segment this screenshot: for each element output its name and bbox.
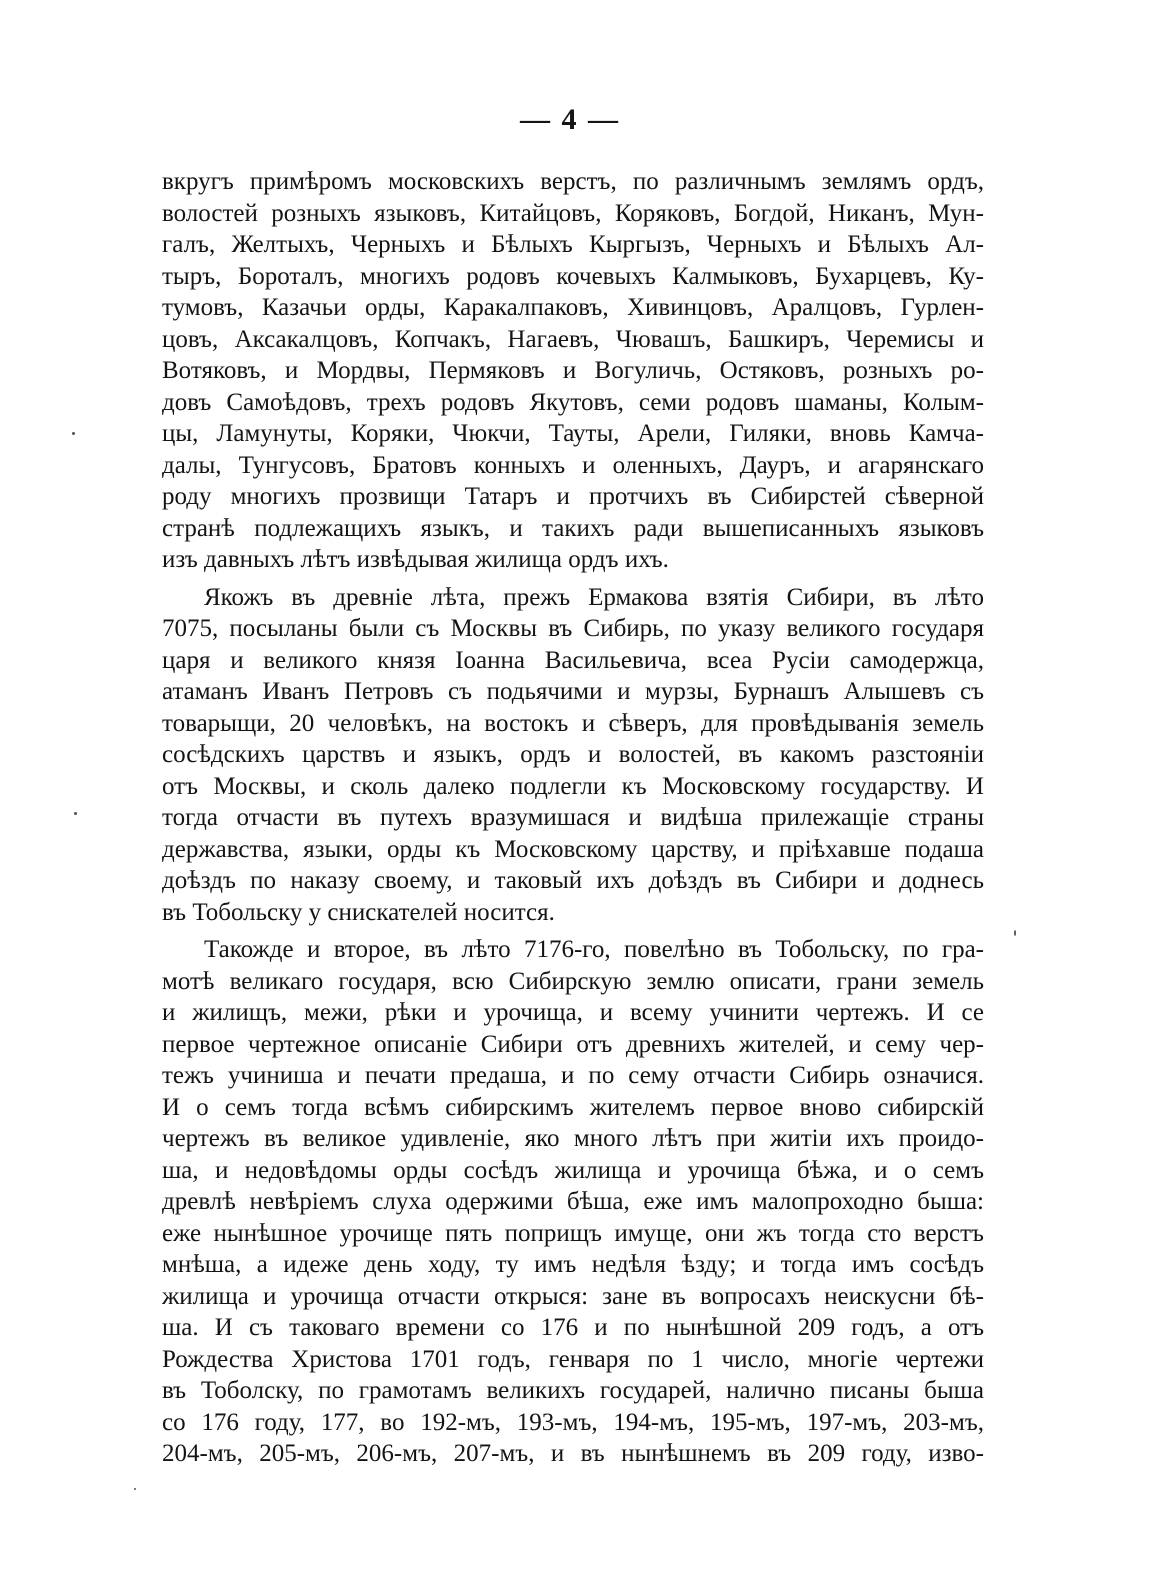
text-line: изъ давныхъ лѣтъ извѣдывая жилища ордъ ихъ. bbox=[162, 546, 669, 573]
scan-speck bbox=[72, 432, 75, 435]
text-line: тыръ, Бороталъ, многихъ родовъ кочевыхъ Калмыковъ, Бухарцевъ, Ку- bbox=[162, 262, 984, 290]
scan-speck bbox=[134, 1488, 136, 1490]
text-line: волостей розныхъ языковъ, Китайцовъ, Коряковъ, Богдой, Никанъ, Мун- bbox=[162, 199, 984, 227]
text-line: чертежъ въ великое удивленіе, яко много лѣтъ при житіи ихъ проидо- bbox=[162, 1125, 984, 1152]
text-line: атаманъ Иванъ Петровъ съ подьячими и мурзы, Бурнашъ Алышевъ съ bbox=[162, 678, 984, 705]
text-line: и жилищъ, межи, рѣки и урочища, и всему учинити чертежъ. И се bbox=[162, 999, 984, 1026]
text-line: державства, языки, орды къ Московскому царству, и пріѣхавше подаша bbox=[162, 835, 984, 863]
text-line: Якожъ въ древніе лѣта, прежъ Ермакова взятія Сибири, въ лѣто bbox=[204, 583, 984, 611]
text-line: странѣ подлежащихъ языкъ, и такихъ ради вышеписанныхъ языковъ bbox=[162, 514, 984, 542]
text-line: вкругъ примѣромъ московскихъ верстъ, по различнымъ землямъ ордъ, bbox=[162, 168, 984, 195]
text-line: тумовъ, Казачьи орды, Каракалпаковъ, Хивинцовъ, Аралцовъ, Гурлен- bbox=[162, 294, 984, 321]
paragraph-1 bbox=[162, 166, 984, 576]
text-line: первое чертежное описаніе Сибири отъ древнихъ жителей, и сему чер- bbox=[162, 1030, 984, 1058]
text-line: царя и великого князя Іоанна Васильевича, всеа Русіи самодержца, bbox=[162, 646, 984, 674]
text-line: древлѣ невѣріемъ слуха одержими бѣша, еже имъ малопроходно быша: bbox=[162, 1188, 984, 1215]
text-line: ша, и недовѣдомы орды сосѣдъ жилища и урочища бѣжа, и о семъ bbox=[162, 1156, 984, 1184]
text-line: далы, Тунгусовъ, Братовъ конныхъ и оленныхъ, Дауръ, и агарянскаго bbox=[162, 451, 984, 479]
scan-speck bbox=[1014, 930, 1016, 936]
text-line: мнѣша, а идеже день ходу, ту имъ недѣля ѣзду; и тогда имъ сосѣдъ bbox=[162, 1251, 984, 1278]
body-text bbox=[162, 166, 984, 1470]
text-line: доѣздъ по наказу своему, и таковый ихъ доѣздъ въ Сибири и доднесь bbox=[162, 867, 984, 894]
text-line: жилища и урочища отчасти открыся: зане въ вопросахъ неискусни бѣ- bbox=[162, 1282, 984, 1310]
text-line: со 176 году, 177, во 192-мъ, 193-мъ, 194-мъ, 195-мъ, 197-мъ, 203-мъ, bbox=[162, 1408, 984, 1436]
text-line: довъ Самоѣдовъ, трехъ родовъ Якутовъ, семи родовъ шаманы, Колым- bbox=[162, 388, 984, 416]
text-line: въ Тобольску у снискателей носится. bbox=[162, 898, 555, 926]
text-line: товарыщи, 20 человѣкъ, на востокъ и сѣверъ, для провѣдыванія земель bbox=[162, 709, 984, 737]
page-number: — 4 — bbox=[520, 103, 620, 136]
text-line: тежъ учиниша и печати предаша, и по сему отчасти Сибирь означися. bbox=[162, 1062, 984, 1089]
paragraph-3 bbox=[162, 934, 984, 1470]
text-line: цовъ, Аксакалцовъ, Копчакъ, Нагаевъ, Чювашъ, Башкиръ, Черемисы и bbox=[162, 325, 984, 353]
text-line: 7075, посыланы были съ Москвы въ Сибирь, по указу великого государя bbox=[162, 615, 984, 642]
text-line: И о семъ тогда всѣмъ сибирскимъ жителемъ первое вново сибирскій bbox=[162, 1093, 984, 1121]
text-line: въ Тоболску, по грамотамъ великихъ государей, налично писаны быша bbox=[162, 1377, 984, 1404]
text-line: отъ Москвы, и сколь далеко подлегли къ Московскому государству. И bbox=[162, 772, 984, 800]
text-line: Вотяковъ, и Мордвы, Пермяковъ и Вогуличь, Остяковъ, розныхъ ро- bbox=[162, 357, 984, 384]
text-line: тогда отчасти въ путехъ вразумишася и видѣша прилежащіе страны bbox=[162, 804, 984, 831]
text-line: галъ, Желтыхъ, Черныхъ и Бѣлыхъ Кыргызъ, Черныхъ и Бѣлыхъ Ал- bbox=[162, 231, 984, 258]
text-line: цы, Ламунуты, Коряки, Чюкчи, Тауты, Арели, Гиляки, вновь Камча- bbox=[162, 420, 984, 447]
paragraph-2 bbox=[162, 582, 984, 929]
text-line: Рождества Христова 1701 годъ, генваря по 1 число, многіе чертежи bbox=[162, 1345, 984, 1373]
text-line: ша. И съ таковаго времени со 176 и по нынѣшной 209 годъ, а отъ bbox=[162, 1314, 984, 1341]
text-line: сосѣдскихъ царствъ и языкъ, ордъ и волостей, въ какомъ разстояніи bbox=[162, 741, 984, 768]
text-line: роду многихъ прозвищи Татаръ и протчихъ въ Сибирстей сѣверной bbox=[162, 483, 984, 510]
scan-speck bbox=[74, 812, 77, 815]
text-line: 204-мъ, 205-мъ, 206-мъ, 207-мъ, и въ нынѣшнемъ въ 209 году, изво- bbox=[162, 1440, 984, 1467]
text-line: Такожде и второе, въ лѣто 7176-го, повелѣно въ Тобольску, по гра- bbox=[204, 936, 984, 963]
text-line: еже нынѣшное урочище пять поприщъ имуще, они жъ тогда сто верстъ bbox=[162, 1219, 984, 1247]
text-line: мотѣ великаго государя, всю Сибирскую землю описати, грани земель bbox=[162, 967, 984, 995]
